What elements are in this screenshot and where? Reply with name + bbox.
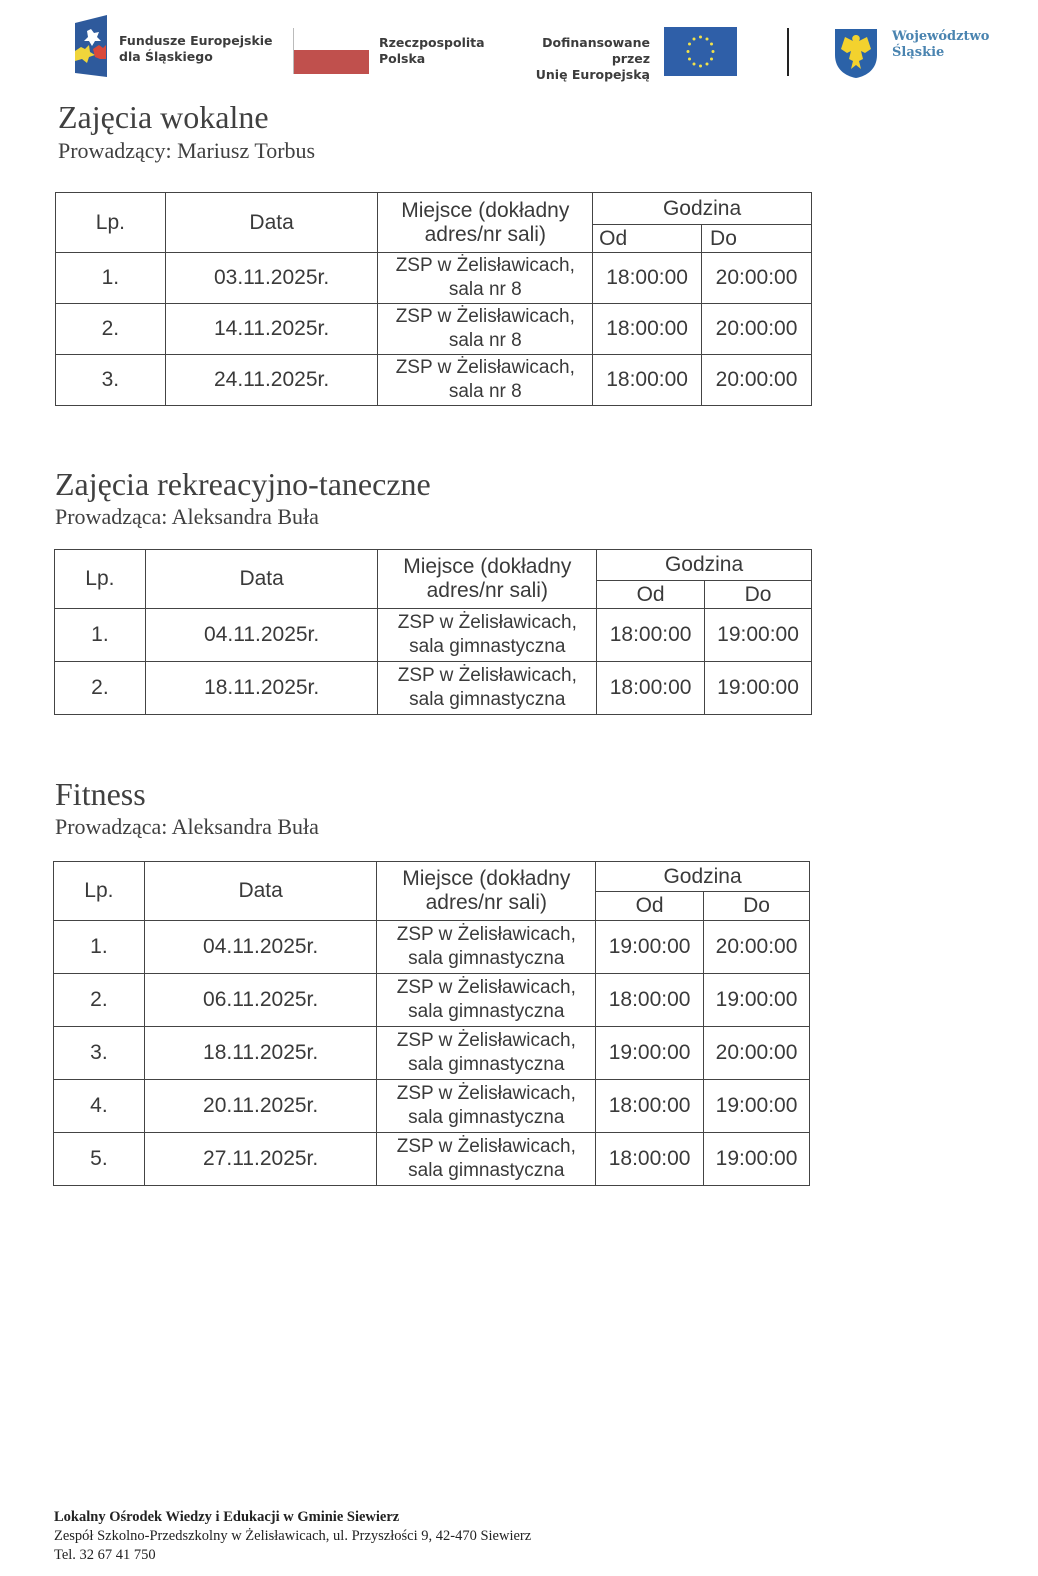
cell-date: 04.11.2025r. <box>145 609 378 662</box>
header-miejsce <box>378 193 593 253</box>
header-miejsce <box>378 550 597 609</box>
table-row <box>55 662 812 715</box>
slaskie-logo-line1: Województwo <box>892 29 990 44</box>
place-line1: ZSP w Żelisławicach, <box>396 1083 576 1104</box>
header-godzina: Godzina <box>593 193 812 225</box>
table-row <box>54 1080 810 1133</box>
cell-lp: 5. <box>54 1133 145 1186</box>
cell-od: 18:00:00 <box>593 253 702 304</box>
table-row <box>56 355 812 406</box>
cell-od: 19:00:00 <box>596 921 704 974</box>
silesian-eagle-icon <box>833 27 879 79</box>
header-miejsce-line2: adres/nr sali) <box>424 222 546 246</box>
place-line1: ZSP w Żelisławicach, <box>395 306 575 327</box>
cell-date: 04.11.2025r. <box>144 921 377 974</box>
logo-bar <box>0 0 1038 90</box>
cell-place <box>378 609 597 662</box>
header-data: Data <box>145 550 378 609</box>
cell-lp: 1. <box>56 253 166 304</box>
cell-lp: 3. <box>54 1027 145 1080</box>
header-data: Data <box>165 193 378 253</box>
section-title: Fitness <box>55 776 146 812</box>
header-godzina: Godzina <box>596 862 810 892</box>
cell-od: 18:00:00 <box>597 609 705 662</box>
fundusze-europejskie-logo <box>73 15 109 77</box>
footer-organization: Lokalny Ośrodek Wiedzy i Edukacji w Gminie Siewierz <box>54 1509 400 1525</box>
section-instructor: Prowadząca: Aleksandra Buła <box>55 504 319 529</box>
header-od: Od <box>593 225 702 253</box>
footer-phone: Tel. 32 67 41 750 <box>54 1547 156 1563</box>
cell-date: 20.11.2025r. <box>144 1080 377 1133</box>
cell-date: 06.11.2025r. <box>144 974 377 1027</box>
table-row <box>56 253 812 304</box>
cell-do: 20:00:00 <box>702 355 812 406</box>
cell-od: 18:00:00 <box>596 1133 704 1186</box>
header-do: Do <box>702 225 812 253</box>
place-line2: sala gimnastyczna <box>408 1160 565 1181</box>
section-instructor: Prowadzący: Mariusz Torbus <box>58 138 316 163</box>
cell-date: 18.11.2025r. <box>145 662 378 715</box>
cell-lp: 2. <box>55 662 146 715</box>
place-line2: sala nr 8 <box>448 381 522 402</box>
header-od: Od <box>597 581 705 609</box>
cell-date: 24.11.2025r. <box>165 355 378 406</box>
place-line2: sala gimnastyczna <box>409 689 566 710</box>
header-lp: Lp. <box>54 862 145 921</box>
fe-logo-line1: Fundusze Europejskie <box>119 33 273 48</box>
header-lp: Lp. <box>56 193 166 253</box>
header-miejsce-line2: adres/nr sali) <box>426 579 548 602</box>
cell-do: 19:00:00 <box>704 1133 810 1186</box>
cell-do: 19:00:00 <box>705 609 812 662</box>
cell-od: 18:00:00 <box>593 355 702 406</box>
cell-place <box>378 253 593 304</box>
cell-do: 19:00:00 <box>704 1080 810 1133</box>
place-line1: ZSP w Żelisławicach, <box>395 357 575 378</box>
table-row <box>54 1027 810 1080</box>
cell-od: 18:00:00 <box>593 304 702 355</box>
table-row <box>54 974 810 1027</box>
rp-logo-line2: Polska <box>379 51 426 66</box>
fe-flag-icon <box>73 15 109 77</box>
cell-place <box>377 921 596 974</box>
schedule-table-vocal <box>55 192 812 406</box>
place-line1: ZSP w Żelisławicach, <box>397 612 577 633</box>
cell-lp: 1. <box>54 921 145 974</box>
place-line2: sala nr 8 <box>448 330 522 351</box>
cell-od: 18:00:00 <box>596 974 704 1027</box>
table-row <box>54 1133 810 1186</box>
section-title: Zajęcia wokalne <box>58 99 269 135</box>
place-line2: sala gimnastyczna <box>408 948 565 969</box>
cell-do: 19:00:00 <box>704 974 810 1027</box>
place-line2: sala nr 8 <box>448 279 522 300</box>
header-lp: Lp. <box>55 550 146 609</box>
footer-address: Zespół Szkolno-Przedszkolny w Żelisławicach, ul. Przyszłości 9, 42-470 Siewierz <box>54 1528 532 1544</box>
place-line1: ZSP w Żelisławicach, <box>396 1136 576 1157</box>
cell-lp: 2. <box>54 974 145 1027</box>
place-line2: sala gimnastyczna <box>409 636 566 657</box>
header-godzina: Godzina <box>597 550 812 581</box>
header-miejsce-line1: Miejsce (dokładny <box>401 198 570 222</box>
cell-date: 14.11.2025r. <box>165 304 378 355</box>
logo-divider <box>787 28 789 76</box>
fe-logo-line2: dla Śląskiego <box>119 49 213 64</box>
table-row <box>55 609 812 662</box>
table-row <box>54 921 810 974</box>
cell-lp: 2. <box>56 304 166 355</box>
cell-place <box>377 974 596 1027</box>
cell-lp: 1. <box>55 609 146 662</box>
footer <box>54 1508 531 1565</box>
cell-od: 18:00:00 <box>596 1080 704 1133</box>
rp-logo-line1: Rzeczpospolita <box>379 35 485 50</box>
place-line1: ZSP w Żelisławicach, <box>395 255 575 276</box>
cell-date: 18.11.2025r. <box>144 1027 377 1080</box>
place-line2: sala gimnastyczna <box>408 1054 565 1075</box>
header-miejsce-line2: adres/nr sali) <box>425 891 547 914</box>
cell-place <box>378 662 597 715</box>
cell-do: 20:00:00 <box>702 253 812 304</box>
eu-flag-icon <box>664 27 737 76</box>
cell-od: 18:00:00 <box>597 662 705 715</box>
place-line2: sala gimnastyczna <box>408 1001 565 1022</box>
cell-place <box>377 1027 596 1080</box>
cell-place <box>378 355 593 406</box>
slaskie-logo-line2: Śląskie <box>892 45 945 60</box>
cell-place <box>377 1133 596 1186</box>
polish-flag-icon <box>293 28 369 74</box>
header-od: Od <box>596 892 704 921</box>
header-data: Data <box>144 862 377 921</box>
cell-date: 27.11.2025r. <box>144 1133 377 1186</box>
header-miejsce-line1: Miejsce (dokładny <box>403 555 572 578</box>
section-instructor: Prowadząca: Aleksandra Buła <box>55 814 319 839</box>
eu-logo-line2: Unię Europejską <box>535 67 650 82</box>
cell-do: 20:00:00 <box>702 304 812 355</box>
place-line1: ZSP w Żelisławicach, <box>396 924 576 945</box>
place-line1: ZSP w Żelisławicach, <box>396 977 576 998</box>
cell-do: 20:00:00 <box>704 1027 810 1080</box>
cell-lp: 4. <box>54 1080 145 1133</box>
schedule-table-fitness <box>53 861 810 1186</box>
slaskie-logo-text <box>892 29 989 61</box>
cell-od: 19:00:00 <box>596 1027 704 1080</box>
rp-logo-text <box>379 35 485 67</box>
section-title: Zajęcia rekreacyjno-taneczne <box>55 466 431 502</box>
fe-logo-text <box>119 33 273 65</box>
header-miejsce <box>377 862 596 921</box>
cell-date: 03.11.2025r. <box>165 253 378 304</box>
header-do: Do <box>705 581 812 609</box>
place-line2: sala gimnastyczna <box>408 1107 565 1128</box>
place-line1: ZSP w Żelisławicach, <box>396 1030 576 1051</box>
cell-place <box>377 1080 596 1133</box>
header-do: Do <box>704 892 810 921</box>
place-line1: ZSP w Żelisławicach, <box>397 665 577 686</box>
eu-logo-text <box>508 35 650 83</box>
eu-logo-line1: Dofinansowane przez <box>542 35 650 66</box>
cell-do: 20:00:00 <box>704 921 810 974</box>
cell-lp: 3. <box>56 355 166 406</box>
table-row <box>56 304 812 355</box>
cell-place <box>378 304 593 355</box>
schedule-table-dance <box>54 549 812 715</box>
cell-do: 19:00:00 <box>705 662 812 715</box>
header-miejsce-line1: Miejsce (dokładny <box>402 867 571 890</box>
